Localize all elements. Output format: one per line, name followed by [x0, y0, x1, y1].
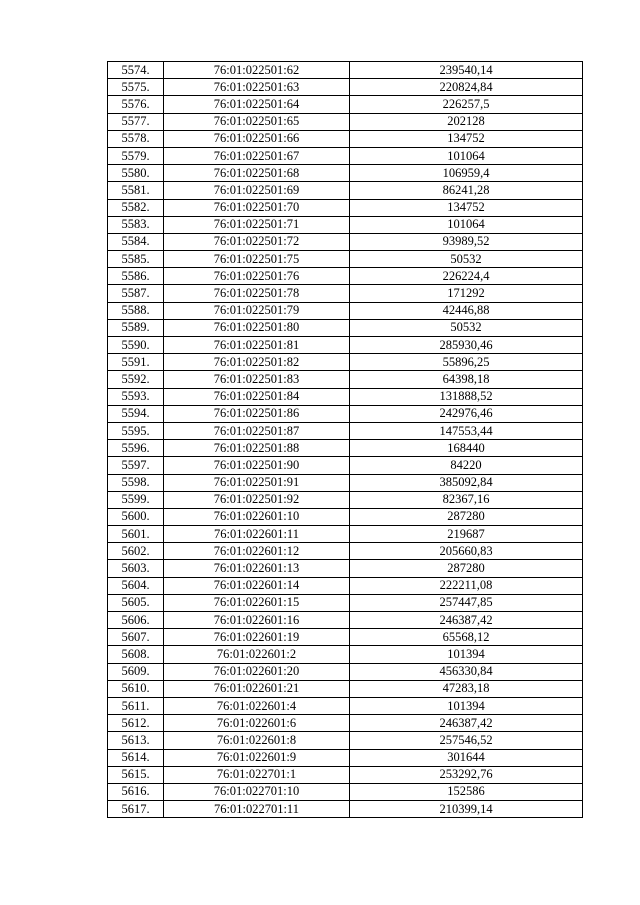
row-number-cell: 5616. — [108, 783, 164, 800]
row-number-cell: 5614. — [108, 749, 164, 766]
cadastral-number-cell: 76:01:022601:11 — [164, 526, 350, 543]
cadastral-value-cell: 171292 — [350, 285, 583, 302]
cadastral-number-cell: 76:01:022501:67 — [164, 147, 350, 164]
table-row — [108, 526, 583, 543]
cadastral-value-cell: 287280 — [350, 508, 583, 525]
row-number-cell: 5579. — [108, 147, 164, 164]
row-number-cell: 5603. — [108, 560, 164, 577]
cadastral-number-cell: 76:01:022601:16 — [164, 612, 350, 629]
row-number-cell: 5596. — [108, 440, 164, 457]
row-number-cell: 5595. — [108, 422, 164, 439]
row-number-cell: 5580. — [108, 165, 164, 182]
cadastral-value-cell: 147553,44 — [350, 422, 583, 439]
row-number-cell: 5612. — [108, 715, 164, 732]
table-row — [108, 62, 583, 79]
row-number-cell: 5591. — [108, 354, 164, 371]
cadastral-value-cell: 239540,14 — [350, 62, 583, 79]
cadastral-number-cell: 76:01:022701:1 — [164, 766, 350, 783]
cadastral-number-cell: 76:01:022501:76 — [164, 268, 350, 285]
table-row — [108, 646, 583, 663]
cadastral-value-cell: 42446,88 — [350, 302, 583, 319]
row-number-cell: 5607. — [108, 629, 164, 646]
row-number-cell: 5587. — [108, 285, 164, 302]
cadastral-value-cell: 82367,16 — [350, 491, 583, 508]
table-row — [108, 285, 583, 302]
table-row — [108, 474, 583, 491]
cadastral-value-cell: 253292,76 — [350, 766, 583, 783]
cadastral-value-cell: 131888,52 — [350, 388, 583, 405]
cadastral-number-cell: 76:01:022501:90 — [164, 457, 350, 474]
row-number-cell: 5575. — [108, 79, 164, 96]
cadastral-value-cell: 134752 — [350, 199, 583, 216]
table-row — [108, 422, 583, 439]
cadastral-value-cell: 134752 — [350, 130, 583, 147]
table-row — [108, 79, 583, 96]
row-number-cell: 5610. — [108, 680, 164, 697]
row-number-cell: 5615. — [108, 766, 164, 783]
cadastral-number-cell: 76:01:022601:14 — [164, 577, 350, 594]
cadastral-value-cell: 456330,84 — [350, 663, 583, 680]
table-row — [108, 663, 583, 680]
table-row — [108, 113, 583, 130]
table-row — [108, 216, 583, 233]
cadastral-value-cell: 220824,84 — [350, 79, 583, 96]
cadastral-value-cell: 210399,14 — [350, 801, 583, 818]
cadastral-value-cell: 242976,46 — [350, 405, 583, 422]
row-number-cell: 5585. — [108, 251, 164, 268]
cadastral-value-cell: 106959,4 — [350, 165, 583, 182]
cadastral-value-cell: 257447,85 — [350, 594, 583, 611]
cadastral-number-cell: 76:01:022601:21 — [164, 680, 350, 697]
cadastral-number-cell: 76:01:022601:15 — [164, 594, 350, 611]
table-row — [108, 268, 583, 285]
cadastral-value-cell: 226224,4 — [350, 268, 583, 285]
cadastral-number-cell: 76:01:022501:65 — [164, 113, 350, 130]
cadastral-number-cell: 76:01:022501:80 — [164, 319, 350, 336]
row-number-cell: 5594. — [108, 405, 164, 422]
table-row — [108, 629, 583, 646]
cadastral-number-cell: 76:01:022501:79 — [164, 302, 350, 319]
table-row — [108, 508, 583, 525]
cadastral-value-cell: 152586 — [350, 783, 583, 800]
table-row — [108, 732, 583, 749]
row-number-cell: 5605. — [108, 594, 164, 611]
cadastral-value-cell: 93989,52 — [350, 233, 583, 250]
cadastral-number-cell: 76:01:022501:63 — [164, 79, 350, 96]
row-number-cell: 5581. — [108, 182, 164, 199]
cadastral-number-cell: 76:01:022501:86 — [164, 405, 350, 422]
cadastral-number-cell: 76:01:022501:72 — [164, 233, 350, 250]
cadastral-number-cell: 76:01:022601:20 — [164, 663, 350, 680]
cadastral-number-cell: 76:01:022501:88 — [164, 440, 350, 457]
table-row — [108, 337, 583, 354]
row-number-cell: 5590. — [108, 337, 164, 354]
table-row — [108, 594, 583, 611]
cadastral-number-cell: 76:01:022501:83 — [164, 371, 350, 388]
cadastral-value-cell: 84220 — [350, 457, 583, 474]
cadastral-value-cell: 101394 — [350, 646, 583, 663]
cadastral-value-cell: 385092,84 — [350, 474, 583, 491]
cadastral-value-cell: 301644 — [350, 749, 583, 766]
row-number-cell: 5589. — [108, 319, 164, 336]
cadastral-number-cell: 76:01:022601:4 — [164, 697, 350, 714]
cadastral-value-cell: 287280 — [350, 560, 583, 577]
row-number-cell: 5604. — [108, 577, 164, 594]
cadastral-number-cell: 76:01:022601:19 — [164, 629, 350, 646]
cadastral-value-cell: 219687 — [350, 526, 583, 543]
row-number-cell: 5583. — [108, 216, 164, 233]
table-row — [108, 680, 583, 697]
table-row — [108, 440, 583, 457]
row-number-cell: 5578. — [108, 130, 164, 147]
cadastral-number-cell: 76:01:022501:92 — [164, 491, 350, 508]
row-number-cell: 5592. — [108, 371, 164, 388]
cadastral-number-cell: 76:01:022501:91 — [164, 474, 350, 491]
cadastral-number-cell: 76:01:022501:84 — [164, 388, 350, 405]
cadastral-value-cell: 50532 — [350, 251, 583, 268]
cadastral-value-cell: 226257,5 — [350, 96, 583, 113]
cadastral-number-cell: 76:01:022501:66 — [164, 130, 350, 147]
cadastral-number-cell: 76:01:022501:62 — [164, 62, 350, 79]
cadastral-number-cell: 76:01:022601:8 — [164, 732, 350, 749]
table-row — [108, 577, 583, 594]
cadastral-number-cell: 76:01:022601:2 — [164, 646, 350, 663]
table-row — [108, 612, 583, 629]
cadastral-number-cell: 76:01:022501:70 — [164, 199, 350, 216]
cadastral-value-cell: 202128 — [350, 113, 583, 130]
table-row — [108, 233, 583, 250]
row-number-cell: 5586. — [108, 268, 164, 285]
table-row — [108, 801, 583, 818]
cadastral-value-cell: 64398,18 — [350, 371, 583, 388]
cadastral-value-cell: 101394 — [350, 697, 583, 714]
table-row — [108, 405, 583, 422]
row-number-cell: 5613. — [108, 732, 164, 749]
cadastral-number-cell: 76:01:022601:10 — [164, 508, 350, 525]
table-row — [108, 715, 583, 732]
cadastral-number-cell: 76:01:022501:64 — [164, 96, 350, 113]
table-row — [108, 251, 583, 268]
table-row — [108, 491, 583, 508]
table-row — [108, 130, 583, 147]
table-row — [108, 354, 583, 371]
cadastral-number-cell: 76:01:022501:82 — [164, 354, 350, 371]
cadastral-value-cell: 285930,46 — [350, 337, 583, 354]
row-number-cell: 5597. — [108, 457, 164, 474]
cadastral-number-cell: 76:01:022501:75 — [164, 251, 350, 268]
table-row — [108, 697, 583, 714]
row-number-cell: 5588. — [108, 302, 164, 319]
row-number-cell: 5602. — [108, 543, 164, 560]
cadastral-number-cell: 76:01:022501:71 — [164, 216, 350, 233]
row-number-cell: 5577. — [108, 113, 164, 130]
row-number-cell: 5608. — [108, 646, 164, 663]
table-row — [108, 199, 583, 216]
cadastral-value-cell: 257546,52 — [350, 732, 583, 749]
row-number-cell: 5593. — [108, 388, 164, 405]
cadastral-number-cell: 76:01:022501:78 — [164, 285, 350, 302]
cadastral-value-cell: 47283,18 — [350, 680, 583, 697]
cadastral-value-cell: 101064 — [350, 216, 583, 233]
table-row — [108, 165, 583, 182]
table-row — [108, 388, 583, 405]
cadastral-value-cell: 86241,28 — [350, 182, 583, 199]
table-row — [108, 766, 583, 783]
row-number-cell: 5574. — [108, 62, 164, 79]
cadastral-value-cell: 101064 — [350, 147, 583, 164]
row-number-cell: 5600. — [108, 508, 164, 525]
cadastral-number-cell: 76:01:022701:11 — [164, 801, 350, 818]
cadastral-value-cell: 65568,12 — [350, 629, 583, 646]
cadastral-number-cell: 76:01:022601:13 — [164, 560, 350, 577]
table-row — [108, 96, 583, 113]
cadastral-number-cell: 76:01:022501:87 — [164, 422, 350, 439]
row-number-cell: 5582. — [108, 199, 164, 216]
row-number-cell: 5576. — [108, 96, 164, 113]
cadastral-value-cell: 222211,08 — [350, 577, 583, 594]
row-number-cell: 5601. — [108, 526, 164, 543]
row-number-cell: 5606. — [108, 612, 164, 629]
table-row — [108, 182, 583, 199]
table-row — [108, 749, 583, 766]
row-number-cell: 5599. — [108, 491, 164, 508]
row-number-cell: 5584. — [108, 233, 164, 250]
row-number-cell: 5611. — [108, 697, 164, 714]
table-body — [108, 62, 583, 818]
cadastral-value-cell: 50532 — [350, 319, 583, 336]
cadastral-number-cell: 76:01:022701:10 — [164, 783, 350, 800]
cadastral-value-cell: 205660,83 — [350, 543, 583, 560]
cadastral-number-cell: 76:01:022501:81 — [164, 337, 350, 354]
cadastral-value-cell: 168440 — [350, 440, 583, 457]
cadastral-number-cell: 76:01:022501:69 — [164, 182, 350, 199]
cadastral-value-cell: 55896,25 — [350, 354, 583, 371]
table-row — [108, 371, 583, 388]
row-number-cell: 5609. — [108, 663, 164, 680]
table-row — [108, 783, 583, 800]
table-row — [108, 457, 583, 474]
cadastral-number-cell: 76:01:022601:9 — [164, 749, 350, 766]
row-number-cell: 5617. — [108, 801, 164, 818]
cadastral-value-cell: 246387,42 — [350, 612, 583, 629]
table-row — [108, 302, 583, 319]
table-row — [108, 543, 583, 560]
cadastral-number-cell: 76:01:022601:12 — [164, 543, 350, 560]
cadastral-value-table — [107, 61, 583, 818]
row-number-cell: 5598. — [108, 474, 164, 491]
cadastral-value-cell: 246387,42 — [350, 715, 583, 732]
table-row — [108, 319, 583, 336]
cadastral-number-cell: 76:01:022501:68 — [164, 165, 350, 182]
table-row — [108, 147, 583, 164]
cadastral-number-cell: 76:01:022601:6 — [164, 715, 350, 732]
table-row — [108, 560, 583, 577]
